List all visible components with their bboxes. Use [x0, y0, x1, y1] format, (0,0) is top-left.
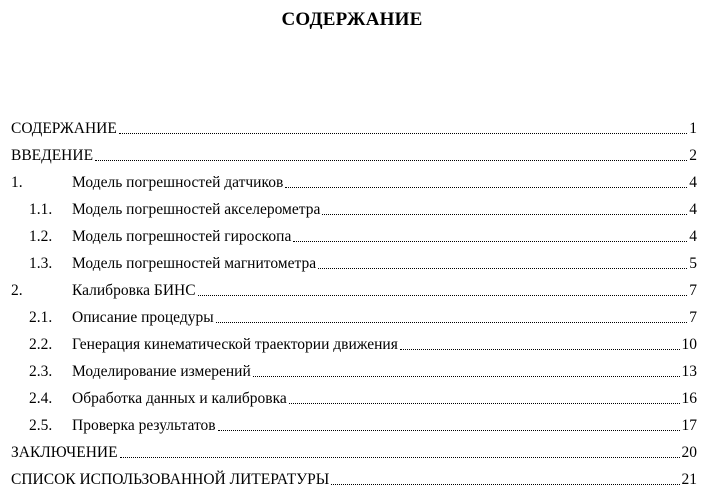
- toc-entry-number: 2.: [11, 282, 23, 299]
- toc-entry-conclusion[interactable]: [11, 442, 697, 462]
- toc-entry-page: 5: [689, 255, 697, 272]
- toc-entry-number: 2.3.: [29, 363, 53, 380]
- toc-leader-dots: [318, 267, 687, 269]
- toc-entry-section-2[interactable]: [11, 280, 697, 300]
- toc-entry-page: 16: [681, 390, 697, 407]
- toc-leader-dots: [322, 213, 687, 215]
- toc-entry-page: 7: [689, 309, 697, 326]
- toc-entry-references[interactable]: [11, 469, 697, 489]
- toc-entry-number: 2.5.: [29, 417, 53, 434]
- toc-entry-introduction[interactable]: [11, 145, 697, 165]
- toc-entry-section-1-1[interactable]: [11, 199, 697, 219]
- toc-entry-page: 4: [689, 174, 697, 191]
- toc-leader-dots: [289, 402, 680, 404]
- toc-entry-label: Проверка результатов: [72, 417, 216, 434]
- toc-entry-page: 2: [689, 147, 697, 164]
- toc-entry-section-1-2[interactable]: [11, 226, 697, 246]
- page-title: СОДЕРЖАНИЕ: [281, 9, 423, 30]
- toc-entry-page: 17: [681, 417, 697, 434]
- toc-entry-label: Моделирование измерений: [72, 363, 251, 380]
- toc-entry-label: Модель погрешностей датчиков: [72, 174, 284, 191]
- toc-leader-dots: [120, 456, 680, 458]
- toc-entry-page: 7: [689, 282, 697, 299]
- toc-entry-section-2-4[interactable]: [11, 388, 697, 408]
- toc-entry-page: 13: [681, 363, 697, 380]
- toc-leader-dots: [253, 375, 680, 377]
- toc-entry-number: 1.: [11, 174, 23, 191]
- toc-entry-section-2-5[interactable]: [11, 415, 697, 435]
- toc-entry-label: СОДЕРЖАНИЕ: [11, 120, 117, 137]
- toc-entry-page: 4: [689, 228, 697, 245]
- toc-entry-number: 1.3.: [29, 255, 53, 272]
- toc-entry-page: 4: [689, 201, 697, 218]
- toc-entry-page: 20: [681, 444, 697, 461]
- toc-entry-page: 10: [681, 336, 697, 353]
- toc-entry-label: Модель погрешностей гироскопа: [72, 228, 292, 245]
- toc-leader-dots: [400, 348, 680, 350]
- toc-entry-number: 1.1.: [29, 201, 53, 218]
- toc-entry-page: 1: [689, 120, 697, 137]
- toc-entry-number: 2.1.: [29, 309, 53, 326]
- toc-leader-dots: [218, 429, 680, 431]
- toc-entry-label: Описание процедуры: [72, 309, 214, 326]
- toc-entry-section-2-1[interactable]: [11, 307, 697, 327]
- toc-entry-page: 21: [681, 471, 697, 488]
- toc-leader-dots: [95, 159, 687, 161]
- toc-entry-label: ЗАКЛЮЧЕНИЕ: [11, 444, 118, 461]
- toc-entry-number: 2.4.: [29, 390, 53, 407]
- toc-entry-section-2-2[interactable]: [11, 334, 697, 354]
- toc-entry-number: 1.2.: [29, 228, 53, 245]
- toc-entry-label: СПИСОК ИСПОЛЬЗОВАННОЙ ЛИТЕРАТУРЫ: [11, 471, 330, 488]
- toc-entry-label: Модель погрешностей акселерометра: [72, 201, 321, 218]
- toc-entry-label: Калибровка БИНС: [72, 282, 196, 299]
- toc-entry-contents[interactable]: [11, 118, 697, 138]
- toc-entry-label: Генерация кинематической траектории движения: [72, 336, 398, 353]
- toc-entry-number: 2.2.: [29, 336, 53, 353]
- toc-leader-dots: [331, 483, 679, 485]
- toc-leader-dots: [216, 321, 688, 323]
- toc-entry-label: Модель погрешностей магнитометра: [72, 255, 317, 272]
- toc-entry-section-1-3[interactable]: [11, 253, 697, 273]
- toc-entry-section-1[interactable]: [11, 172, 697, 192]
- toc-entry-label: Обработка данных и калибровка: [72, 390, 287, 407]
- toc-entry-section-2-3[interactable]: [11, 361, 697, 381]
- toc-leader-dots: [293, 240, 687, 242]
- toc-leader-dots: [119, 132, 687, 134]
- toc-leader-dots: [285, 186, 687, 188]
- toc-entry-label: ВВЕДЕНИЕ: [11, 147, 94, 164]
- toc-leader-dots: [198, 294, 688, 296]
